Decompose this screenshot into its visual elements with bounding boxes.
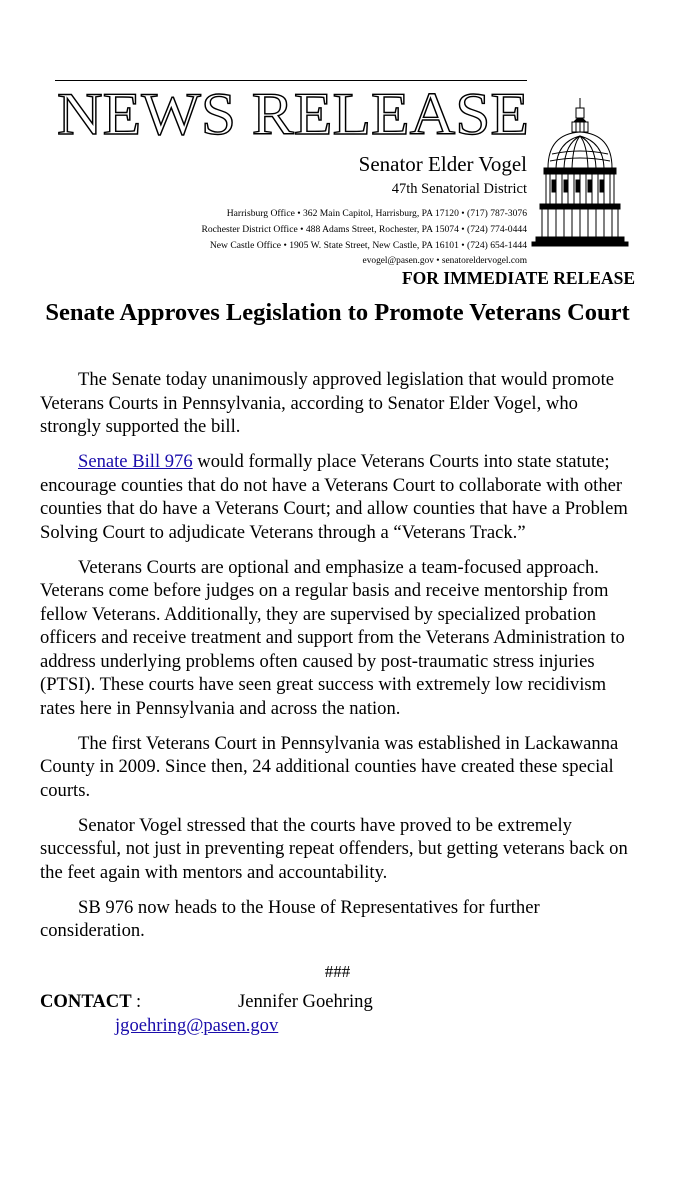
- end-mark: ###: [324, 962, 351, 981]
- headline: Senate Approves Legislation to Promote Veterans Court: [45, 299, 630, 326]
- paragraph-2-text: would formally place Veterans Courts into state statute; encourage counties that do not have a Veterans Court to collaborate with other counties that do have a Veterans Court; and allow counties that have a Problem Solving Court to adjudicate Veterans through a “Veterans Track.”: [40, 451, 628, 543]
- masthead: [55, 84, 535, 144]
- senate-bill-link[interactable]: Senate Bill 976: [78, 451, 193, 472]
- header-rule: [55, 80, 527, 81]
- contact-email-wrapper: [115, 1015, 278, 1037]
- district-label: 47th Senatorial District: [391, 181, 527, 197]
- paragraph-4: The first Veterans Court in Pennsylvania was established in Lackawanna County in 2009. Since then, 24 additional counties have created these special courts.: [40, 732, 619, 801]
- contact-colon: :: [136, 991, 142, 1012]
- new-castle-office-line: New Castle Office • 1905 W. State Street, New Castle, PA 16101 • (724) 654-1444: [209, 240, 527, 251]
- senator-name: Senator Elder Vogel: [358, 152, 527, 176]
- paragraph-5: Senator Vogel stressed that the courts have proved to be extremely successful, not just in preventing repeat offenders, but getting veterans back on the feet again with mentors and accountability.: [40, 814, 628, 883]
- capitol-dome-icon: [530, 98, 630, 248]
- paragraph-1: The Senate today unanimously approved legislation that would promote Veterans Courts in Pennsylvania, according to Senator Elder Vogel, who strongly supported the bill.: [40, 369, 615, 437]
- contact-email-link[interactable]: jgoehring@pasen.gov: [115, 1015, 279, 1036]
- article-body: [40, 368, 640, 954]
- paragraph-3: Veterans Courts are optional and emphasize a team-focused approach. Veterans come before judges on a regular basis and receive mentorship from fellow Veterans. Additionally, they are supervised by specialized probation officers and receive treatment and support from the Veterans Administration to address underlying problems often caused by post-traumatic stress injuries (PTSI). These courts have seen great success with extremely low recidivism rates here in Pennsylvania and across the nation.: [40, 556, 625, 719]
- paragraph-2: [40, 450, 640, 544]
- rochester-office-line: Rochester District Office • 488 Adams Street, Rochester, PA 15074 • (724) 774-0444: [201, 224, 527, 235]
- release-label: FOR IMMEDIATE RELEASE: [401, 268, 635, 288]
- paragraph-6: SB 976 now heads to the House of Representatives for further consideration.: [40, 896, 540, 941]
- masthead-title: NEWS RELEASE: [57, 84, 529, 144]
- contact-label: CONTACT: [40, 991, 132, 1012]
- harrisburg-office-line: Harrisburg Office • 362 Main Capitol, Harrisburg, PA 17120 • (717) 787-3076: [226, 208, 527, 219]
- contact-name: Jennifer Goehring: [238, 991, 373, 1012]
- email-website-line: evogel@pasen.gov • senatoreldervogel.com: [362, 256, 527, 266]
